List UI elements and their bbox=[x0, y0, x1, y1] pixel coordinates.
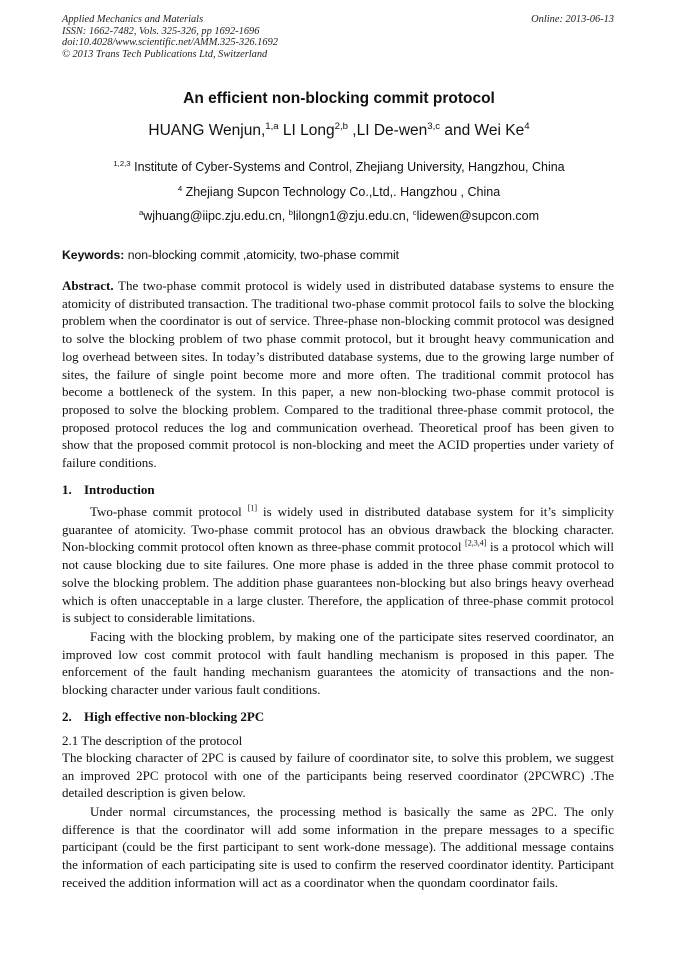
author-3-sup: 3,c bbox=[427, 120, 441, 132]
author-2-sup: 2,b bbox=[334, 120, 348, 132]
section-1-paragraph-2: Facing with the blocking problem, by making one of the participate sites reserved coordinator, an improved low cost commit protocol with fault handling mechanism is proposed in this paper. The enforcement of the fault handing mechanism guarantees the atomicity of transactions and the non-blocking character under various fault conditions. bbox=[62, 629, 614, 698]
author-4-sup: 4 bbox=[524, 120, 530, 132]
section-2-paragraph-2: Under normal circumstances, the processing method is basically the same as 2PC. The only difference is that the coordinator will add some information in the prepare messages to a specific participant (could be the first participant to sent work-done message). The additional message contains the information of each participating site is used to confirm the reserved coordinator identity. Participant received the addition information will act as a coordinator when the quondam coordinator fails. bbox=[62, 804, 614, 890]
section-1-paragraph-1 bbox=[62, 503, 614, 627]
author-1-sup: 1,a bbox=[265, 120, 279, 132]
author-4: and Wei Ke bbox=[440, 122, 525, 139]
keywords-label: Keywords: bbox=[62, 248, 125, 262]
author-3: ,LI De-wen bbox=[348, 122, 428, 139]
abstract-label: Abstract. bbox=[62, 278, 114, 293]
abstract bbox=[62, 277, 614, 472]
section-1-number: 1. bbox=[62, 482, 72, 497]
section-2-number: 2. bbox=[62, 709, 72, 724]
section-2-title: High effective non-blocking 2PC bbox=[84, 709, 265, 724]
affiliation-1 bbox=[0, 160, 678, 174]
s1p1-part-b: is widely used in distributed database system for it’s simplicity guarantee of atomicity. Two-phase commit protocol has an obvious drawback the blocking character. Non-blocking commit protocol often known as three-phase commit protocol bbox=[62, 504, 615, 555]
email-c: lidewen@supcon.com bbox=[416, 209, 540, 223]
section-1-title: Introduction bbox=[84, 482, 155, 497]
section-2-paragraph-1: The blocking character of 2PC is caused by failure of coordinator site, to solve this problem, we suggest an improved 2PC protocol with one of the participants being reserved coordinator (2PCWRC) .The detailed description is given below. bbox=[62, 750, 614, 801]
affiliation-1-text: Institute of Cyber-Systems and Control, Zhejiang University, Hangzhou, China bbox=[130, 160, 565, 174]
affiliation-2-text: Zhejiang Supcon Technology Co.,Ltd,. Hangzhou , China bbox=[182, 185, 501, 199]
keywords bbox=[62, 248, 614, 262]
affiliation-2-sup: 4 bbox=[177, 183, 183, 193]
email-b: lilongn1@zju.edu.cn, bbox=[292, 209, 413, 223]
affiliation-1-sup: 1,2,3 bbox=[113, 158, 131, 168]
doi-line: doi:10.4028/www.scientific.net/AMM.325-326.1692 bbox=[62, 37, 278, 48]
affiliation-2 bbox=[0, 185, 678, 199]
issn-line: ISSN: 1662-7482, Vols. 325-326, pp 1692-1696 bbox=[62, 25, 260, 37]
keywords-text: non-blocking commit ,atomicity, two-phase commit bbox=[124, 248, 400, 262]
section-1-heading bbox=[62, 482, 614, 498]
email-a-sup: a bbox=[138, 207, 144, 217]
journal-name: Applied Mechanics and Materials bbox=[62, 14, 204, 25]
subsection-2-1-heading: 2.1 The description of the protocol bbox=[62, 733, 243, 748]
copyright-line: © 2013 Trans Tech Publications Ltd, Switzerland bbox=[62, 48, 268, 60]
s1p1-part-c: is a protocol which will not cause blocking due to site failures. One more phase is added in the three phase commit protocol to solve the blocking problem. The addition phase guarantees non-blocking but also brings heavy overhead which is often unacceptable in a large cluster. Therefore, the application of three-phase commit protocol is subject to considerable limitations. bbox=[62, 539, 614, 626]
email-a: wjhuang@iipc.zju.edu.cn, bbox=[143, 209, 289, 223]
email-c-sup: c bbox=[412, 207, 417, 217]
paper-title: An efficient non-blocking commit protocol bbox=[183, 90, 495, 107]
online-date: Online: 2013-06-13 bbox=[531, 14, 614, 25]
journal-header bbox=[62, 14, 614, 60]
author-2: LI Long bbox=[278, 122, 335, 139]
abstract-text: The two-phase commit protocol is widely used in distributed database systems to ensure the atomicity of distributed transaction. The traditional two-phase commit protocol fails to solve the blocking problem when the coordinator is out of service. Three-phase non-blocking commit protocol was designed to solve the blocking problem of two phase commit protocol, but it brought heavy communication and log overhead between sites. In today’s distributed database systems, due to the growing large number of sites, the failure of single point become more and more often. The traditional commit protocol has become a bottleneck of the system. In this paper, a new non-blocking two-phase commit protocol is proposed to solve the blocking problem. Compared to the traditional three-phase commit protocol, the proposed protocol reduces the log and communication overhead. Theoretical proof has been given to show that the proposed commit protocol is non-blocking and meet the ACID properties under variety of failure conditions. bbox=[62, 278, 614, 471]
section-2-heading bbox=[62, 709, 614, 725]
author-list bbox=[0, 122, 678, 140]
citation-2-3-4: [2,3,4] bbox=[465, 539, 487, 549]
author-1: HUANG Wenjun, bbox=[148, 122, 266, 139]
email-b-sup: b bbox=[288, 207, 293, 217]
citation-1: [1] bbox=[247, 503, 258, 513]
s1p1-part-a: Two-phase commit protocol bbox=[90, 504, 248, 519]
email-line bbox=[0, 209, 678, 223]
